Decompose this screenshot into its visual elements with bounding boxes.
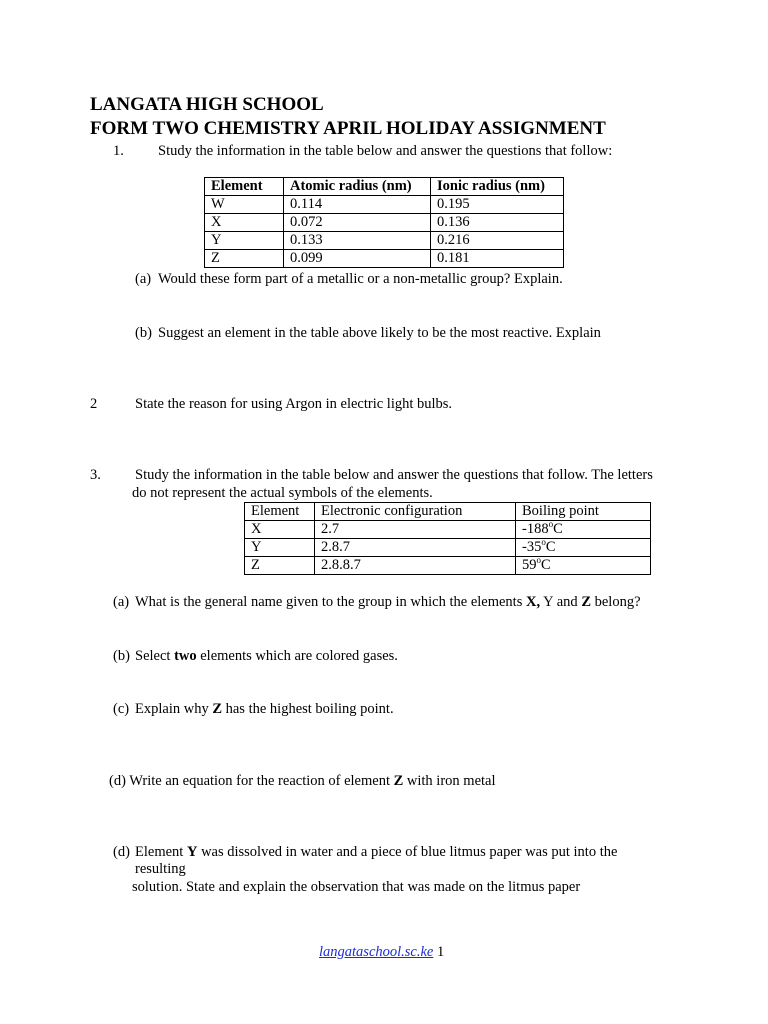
q3c-text: [135, 701, 394, 718]
q2-number: 2: [90, 396, 98, 412]
boiling-point-value: -188: [522, 521, 549, 537]
boiling-point-unit: C: [545, 539, 556, 555]
table-row: [245, 539, 651, 557]
ionic-radius-cell: 0.216: [431, 232, 564, 250]
q3d2-text-part: Element: [135, 844, 187, 860]
element-cell: X: [205, 214, 284, 232]
q1b-label: (b): [135, 325, 152, 341]
ionic-radius-cell: 0.136: [431, 214, 564, 232]
q3-table: [244, 502, 651, 575]
q3a-label: (a): [113, 594, 130, 610]
q1-header-element: Element: [205, 178, 284, 196]
q1-header-ionic-radius: Ionic radius (nm): [431, 178, 564, 196]
q3d2-text-line1: [135, 844, 617, 861]
q1-intro: Study the information in the table below and answer the questions that follow:: [158, 143, 613, 159]
q3-number: 3.: [90, 467, 101, 483]
q3c-text-part: Explain why: [135, 701, 213, 717]
q3-header-element: Element: [245, 503, 315, 521]
q1-table: [204, 177, 564, 268]
school-website-link[interactable]: langataschool.sc.ke: [319, 944, 434, 960]
q3c-element-z: Z: [212, 701, 222, 717]
assignment-title: FORM TWO CHEMISTRY APRIL HOLIDAY ASSIGNMENT: [90, 118, 606, 139]
q3a-text-part: What is the general name given to the group in which the elements: [135, 594, 526, 610]
q3d1-text-part: with iron metal: [403, 773, 496, 789]
q1a-label: (a): [135, 271, 152, 287]
boiling-point-cell: [516, 539, 651, 557]
q3-intro-line2: do not represent the actual symbols of the elements.: [132, 485, 433, 501]
table-row: [245, 557, 651, 575]
q3d2-text-line2: resulting: [135, 861, 186, 877]
ionic-radius-cell: 0.181: [431, 250, 564, 268]
q3b-emphasis-two: two: [174, 648, 197, 664]
q1-header-atomic-radius: Atomic radius (nm): [284, 178, 431, 196]
q3b-text-part: Select: [135, 648, 175, 664]
atomic-radius-cell: 0.099: [284, 250, 431, 268]
degree-symbol: o: [548, 519, 554, 530]
q2-text: State the reason for using Argon in electric light bulbs.: [135, 396, 453, 412]
atomic-radius-cell: 0.114: [284, 196, 431, 214]
page-number: 1: [437, 944, 445, 960]
q3c-label: (c): [113, 701, 130, 717]
q3a-text: [135, 594, 641, 611]
boiling-point-unit: C: [553, 521, 563, 537]
element-cell: X: [245, 521, 315, 539]
configuration-cell: 2.8.8.7: [315, 557, 516, 575]
element-cell: Y: [245, 539, 315, 557]
q1b-text: Suggest an element in the table above likely to be the most reactive. Explain: [158, 325, 601, 341]
element-cell: Z: [205, 250, 284, 268]
q3-intro-line1: Study the information in the table below and answer the questions that follow. The letters: [135, 467, 653, 483]
q3c-text-part: has the highest boiling point.: [222, 701, 394, 717]
q3a-element-z: Z: [581, 594, 591, 610]
q3d1-text-part: (d) Write an equation for the reaction of element: [109, 773, 394, 789]
configuration-cell: 2.7: [315, 521, 516, 539]
boiling-point-cell: [516, 521, 651, 539]
boiling-point-value: -35: [522, 539, 542, 555]
boiling-point-cell: [516, 557, 651, 575]
element-cell: W: [205, 196, 284, 214]
q1-number: 1.: [113, 143, 124, 159]
q3a-text-part: Y and: [540, 594, 582, 610]
school-name: LANGATA HIGH SCHOOL: [90, 94, 324, 115]
ionic-radius-cell: 0.195: [431, 196, 564, 214]
q3d2-element-y: Y: [186, 844, 198, 860]
q3a-text-part: belong?: [590, 594, 641, 610]
element-cell: Y: [205, 232, 284, 250]
boiling-point-unit: C: [541, 557, 551, 573]
table-row: [205, 232, 564, 250]
footer: [319, 944, 444, 961]
table-row: [205, 250, 564, 268]
q3d2-label: (d): [113, 844, 130, 860]
q3d1-element-z: Z: [393, 773, 404, 789]
q1a-text: Would these form part of a metallic or a non-metallic group? Explain.: [158, 271, 563, 287]
atomic-radius-cell: 0.072: [284, 214, 431, 232]
degree-symbol: o: [536, 555, 541, 566]
configuration-cell: 2.8.7: [315, 539, 516, 557]
q3-table-header-row: [245, 503, 651, 521]
table-row: [205, 196, 564, 214]
q3a-element-x: X,: [525, 594, 541, 610]
element-cell: Z: [245, 557, 315, 575]
q1-table-header-row: [205, 178, 564, 196]
degree-symbol: o: [541, 537, 546, 548]
q3-header-boiling-point: Boiling point: [516, 503, 651, 521]
q3b-text: [135, 648, 398, 665]
q3d2-text-part: was dissolved in water and a piece of blue litmus paper was put into the: [197, 844, 618, 860]
q3d1-text: [109, 773, 496, 790]
q3b-label: (b): [113, 648, 130, 664]
table-row: [205, 214, 564, 232]
q3b-text-part: elements which are colored gases.: [196, 648, 398, 664]
atomic-radius-cell: 0.133: [284, 232, 431, 250]
q3-header-electronic-configuration: Electronic configuration: [315, 503, 516, 521]
table-row: [245, 521, 651, 539]
q3d2-text-line3: solution. State and explain the observation that was made on the litmus paper: [132, 879, 581, 895]
boiling-point-value: 59: [522, 557, 537, 573]
